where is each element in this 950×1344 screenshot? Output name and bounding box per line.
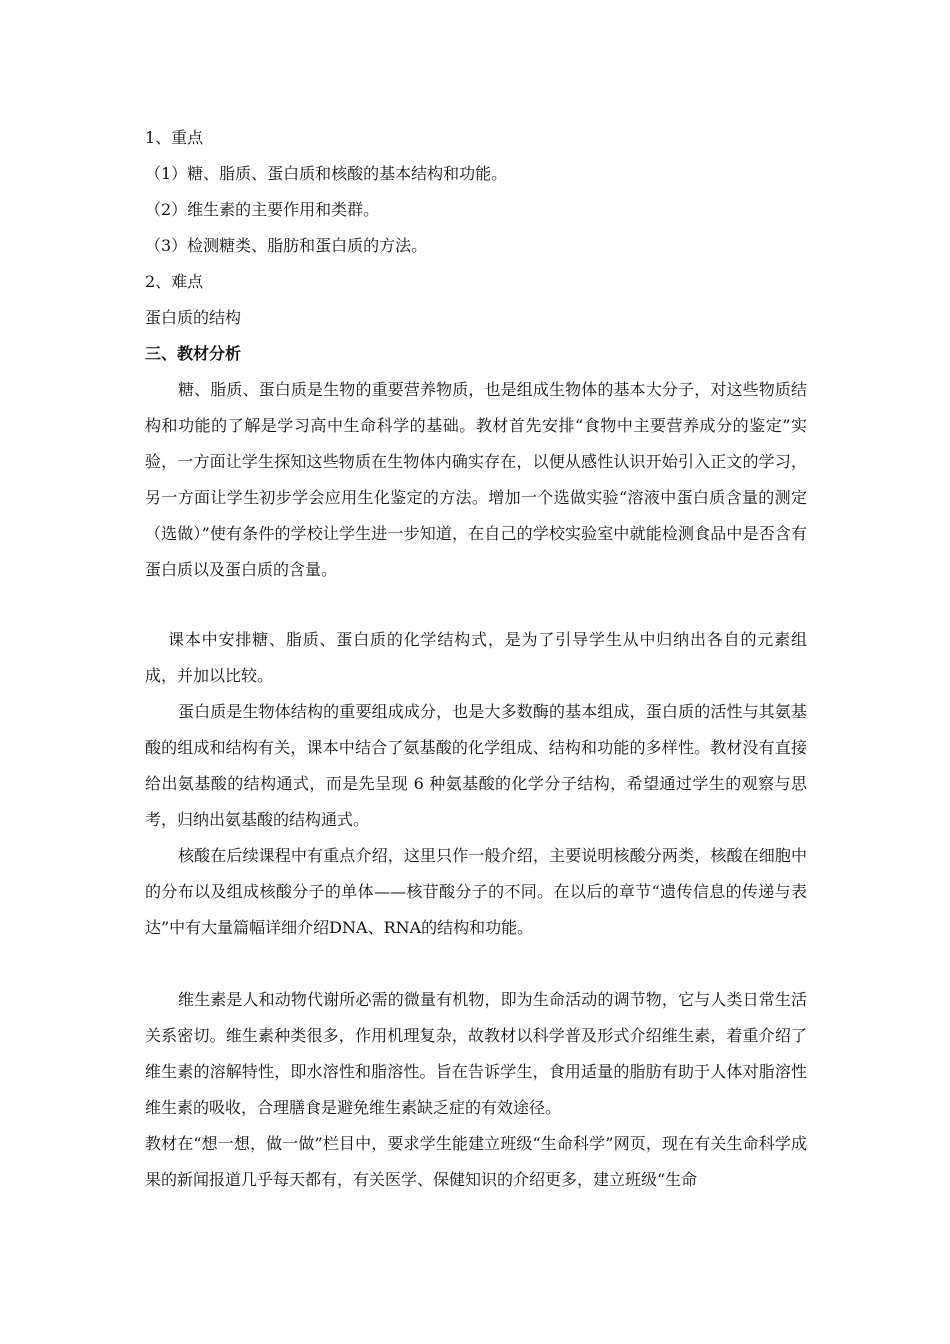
analysis-paragraph-5: 维生素是人和动物代谢所必需的微量有机物，即为生命活动的调节物，它与人类日常生活关系密切。维生素种类很多，作用机理复杂，故教材以科学普及形式介绍维生素，着重介绍了维生素的溶解特性，即水溶性和脂溶性。旨在告诉学生，食用适量的脂肪有助于人体对脂溶性维生素的吸收，合理膳食是避免维生素缺乏症的有效途径。 <box>145 990 807 1117</box>
key-point-item-2: （2）维生素的主要作用和类群。 <box>145 200 380 219</box>
key-point-item-3: （3）检测糖类、脂肪和蛋白质的方法。 <box>145 236 428 255</box>
difficulty-text: 蛋白质的结构 <box>145 308 242 327</box>
analysis-paragraph-3: 蛋白质是生物体结构的重要组成成分，也是大多数酶的基本组成，蛋白质的活性与其氨基酸的组成和结构有关，课本中结合了氨基酸的化学组成、结构和功能的多样性。教材没有直接给出氨基酸的结构通式，而是先呈现 6 种氨基酸的化学分子结构，希望通过学生的观察与思考，归纳出氨基酸的结构通式。 <box>145 702 807 829</box>
analysis-paragraph-6: 教材在“想一想，做一做”栏目中，要求学生能建立班级“生命科学”网页，现在有关生命科学成果的新闻报道几乎每天都有，有关医学、保健知识的介绍更多，建立班级“生命 <box>145 1134 807 1189</box>
key-point-item-1: （1）糖、脂质、蛋白质和核酸的基本结构和功能。 <box>145 164 508 183</box>
analysis-paragraph-4: 核酸在后续课程中有重点介绍，这里只作一般介绍，主要说明核酸分两类，核酸在细胞中的分布以及组成核酸分子的单体——核苷酸分子的不同。在以后的章节“遗传信息的传递与表达”中有大量篇幅详细介绍DNA、RNA的结构和功能。 <box>145 846 807 937</box>
key-points-heading: 1、重点 <box>145 128 204 147</box>
difficulty-heading: 2、难点 <box>145 272 204 291</box>
analysis-paragraph-1: 糖、脂质、蛋白质是生物的重要营养物质，也是组成生物体的基本大分子，对这些物质结构和功能的了解是学习高中生命科学的基础。教材首先安排“食物中主要营养成分的鉴定”实验，一方面让学生探知这些物质在生物体内确实存在，以便从感性认识开始引入正文的学习，另一方面让学生初步学会应用生化鉴定的方法。增加一个选做实验“溶液中蛋白质含量的测定（选做）”使有条件的学校让学生进一步知道，在自己的学校实验室中就能检测食品中是否含有蛋白质以及蛋白质的含量。 <box>145 380 807 579</box>
analysis-heading: 三、教材分析 <box>145 344 242 363</box>
analysis-paragraph-2: 课本中安排糖、脂质、蛋白质的化学结构式，是为了引导学生从中归纳出各自的元素组成，并加以比较。 <box>145 630 807 685</box>
